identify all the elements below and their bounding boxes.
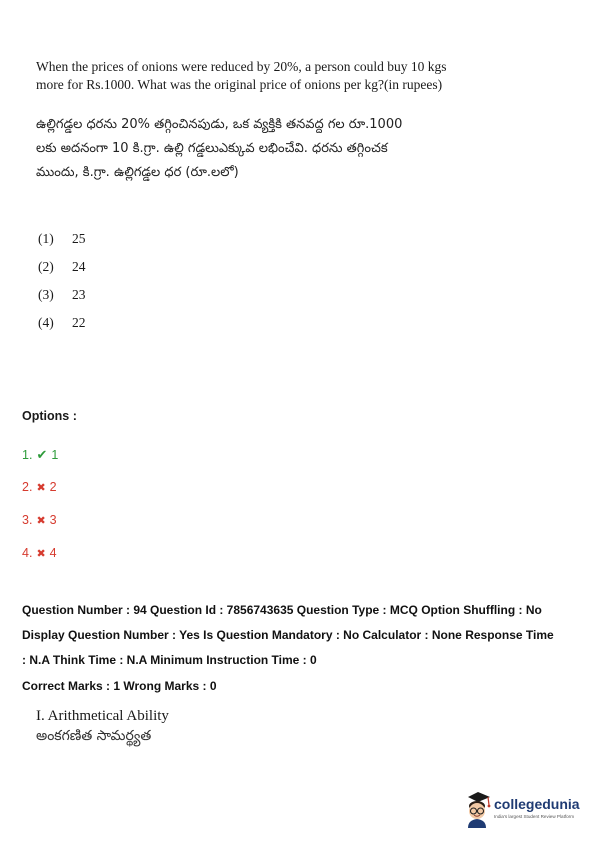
option-prefix: 3.: [22, 513, 33, 527]
option-4-wrong: [22, 546, 57, 560]
question-metadata: [22, 598, 582, 673]
metadata-line: : N.A Think Time : N.A Minimum Instruction Time : 0: [22, 653, 317, 667]
choice-value: 23: [72, 287, 86, 302]
question-line: When the prices of onions were reduced by 20%, a person could buy 10 kgs: [36, 59, 447, 74]
cross-icon: ✖: [36, 482, 46, 494]
cross-icon: ✖: [36, 515, 46, 527]
brand-logo: [462, 788, 588, 828]
choice-number: (1): [38, 231, 54, 246]
marks-info: Correct Marks : 1 Wrong Marks : 0: [22, 679, 217, 693]
section-title-telugu: అంకగణిత సామర్థ్యత: [36, 728, 152, 744]
option-1-correct: [22, 447, 58, 463]
option-prefix: 1.: [22, 448, 33, 462]
options-heading: Options :: [22, 409, 77, 423]
checkmark-icon: ✔: [36, 447, 48, 462]
choice-value: 24: [72, 259, 86, 274]
metadata-line: Display Question Number : Yes Is Question Mandatory : No Calculator : None Response Time: [22, 628, 554, 642]
option-label: 3: [49, 513, 57, 527]
option-label: 1: [51, 448, 59, 462]
option-label: 4: [49, 546, 57, 560]
choice-number: (3): [38, 287, 54, 302]
question-line-telugu: లకు అదనంగా 10 కి.గ్రా. ఉల్లి గడ్డలుఎక్కువ లభించేవి. ధరను తగ్గించక: [36, 141, 388, 156]
choice-2: [38, 259, 86, 275]
brand-tagline: India's largest Student Review Platform: [494, 814, 575, 819]
question-line-telugu: ఉల్లిగడ్డల ధరను 20% తగ్గించినపుడు, ఒక వ్యక్తికి తనవద్ద గల రూ.1000: [36, 117, 403, 132]
cross-icon: ✖: [36, 548, 46, 560]
choice-value: 22: [72, 315, 86, 330]
choice-1: [38, 231, 86, 247]
choice-number: (2): [38, 259, 54, 274]
question-line-telugu: ముందు, కి.గ్రా. ఉల్లిగడ్డల ధర (రూ.లలో): [36, 165, 239, 180]
brand-name: collegedunia: [494, 796, 580, 812]
student-mascot-icon: [462, 788, 492, 828]
option-label: 2: [49, 480, 57, 494]
option-2-wrong: [22, 480, 57, 494]
choice-value: 25: [72, 231, 86, 246]
option-prefix: 2.: [22, 480, 33, 494]
choice-3: [38, 287, 86, 303]
question-text-telugu: [36, 113, 456, 185]
question-text-english: [36, 58, 456, 94]
section-title-english: I. Arithmetical Ability: [36, 708, 169, 724]
metadata-line: Question Number : 94 Question Id : 7856743635 Question Type : MCQ Option Shuffling : No: [22, 603, 542, 617]
choice-number: (4): [38, 315, 54, 330]
choice-4: [38, 315, 86, 331]
question-line: more for Rs.1000. What was the original price of onions per kg?(in rupees): [36, 77, 443, 92]
section-title: [36, 706, 169, 746]
option-prefix: 4.: [22, 546, 33, 560]
option-3-wrong: [22, 513, 57, 527]
